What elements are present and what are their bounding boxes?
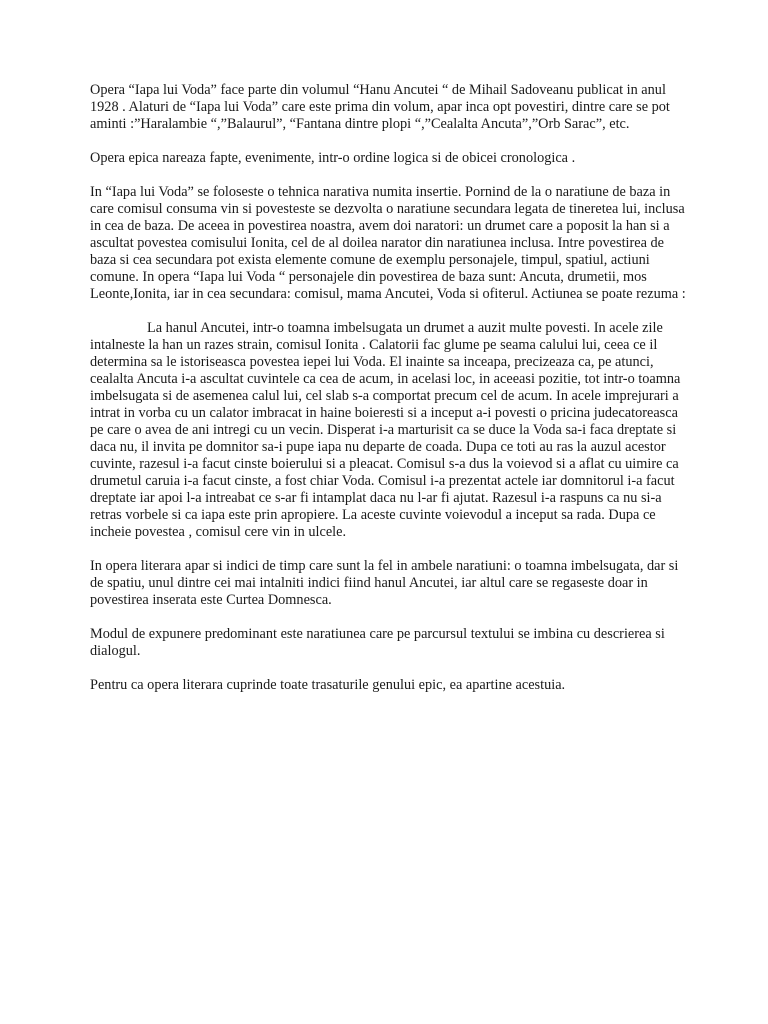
paragraph-exposition-mode: Modul de expunere predominant este naratiunea care pe parcursul textului se imbina cu descrierea si dialogul. <box>90 626 665 659</box>
paragraph-intro: Opera “Iapa lui Voda” face parte din volumul “Hanu Ancutei “ de Mihail Sadoveanu publicat in anul 1928 . Alaturi de “Iapa lui Voda” care este prima din volum, apar inca opt povestiri, dintre care se pot aminti :”Haralambie “,”Balaurul”, “Fantana dintre plopi “,”Cealalta Ancuta”,”Orb Sarac”, etc. <box>90 82 670 132</box>
paragraph-time-space: In opera literara apar si indici de timp care sunt la fel in ambele naratiuni: o toamna imbelsugata, dar si de spatiu, unul dintre cei mai intalniti indici fiind hanul Ancutei, iar altul care se regaseste doar in povestirea inserata este Curtea Domnesca. <box>90 558 679 608</box>
document-page <box>90 82 690 711</box>
paragraph-conclusion: Pentru ca opera literara cuprinde toate trasaturile genului epic, ea apartine acestuia. <box>90 677 566 693</box>
paragraph-summary: La hanul Ancutei, intr-o toamna imbelsugata un drumet a auzit multe povesti. In acele zile intalneste la han un razes strain, comisul Ionita . Calatorii fac glume pe seama calului lui, ceea ce il determina sa le istoriseasca povestea iepei lui Voda. El inainte sa inceapa, precizeaza ca, pe atunci, cealalta Ancuta i-a ascultat cuvintele ca cea de acum, in acelasi loc, in aceeasi pozitie, tot intr-o toamna imbelsugata si de asemenea calul lui, cel slab s-a comportat precum cel de acum. In acele imprejurari a intrat in vorba cu un calator imbracat in haine boieresti si a inceput a-i povesti o pricina judecatoreasca pe care o avea de ani intregi cu un vecin. Disperat i-a marturisit ca se duce la Voda sa-i faca dreptate si daca nu, il invita pe domnitor sa-i pupe iapa nu departe de coada. Dupa ce toti au ras la auzul acestor cuvinte, razesul i-a facut cinste boierului si a pleacat. Comisul s-a dus la voievod si a aflat cu uimire ca drumetul caruia i-a facut cinste, a fost chiar Voda. Comisul i-a prezentat actele iar domnitorul i-a facut dreptate iar apoi l-a intreabat ce s-ar fi intamplat daca nu l-ar fi ajutat. Razesul i-a raspuns ca nu si-a retras vorbele si ca iapa este prin apropiere. La aceste cuvinte voievodul a inceput sa rada. Dupa ce incheie povestea , comisul cere vin in ulcele. <box>90 320 681 540</box>
paragraph-narrative-technique: In “Iapa lui Voda” se foloseste o tehnica narativa numita insertie. Pornind de la o naratiune de baza in care comisul consuma vin si povesteste se dezvolta o naratiune secundara legata de tineretea lui, inclusa in cea de baza. De aceea in povestirea noastra, avem doi naratori: un drumet care a poposit la han si a ascultat povestea comisului Ionita, cel de al doilea narator din naratiunea inclusa. Intre povestirea de baza si cea secundara pot exista elemente comune de exemplu personajele, timpul, spatiul, actiuni comune. In opera “Iapa lui Voda “ personajele din povestirea de baza sunt: Ancuta, drumetii, mos Leonte,Ionita, iar in cea secundara: comisul, mama Ancutei, Voda si ofiterul. Actiunea se poate rezuma : <box>90 184 686 302</box>
paragraph-epic-definition: Opera epica nareaza fapte, evenimente, intr-o ordine logica si de obicei cronologica . <box>90 150 576 166</box>
